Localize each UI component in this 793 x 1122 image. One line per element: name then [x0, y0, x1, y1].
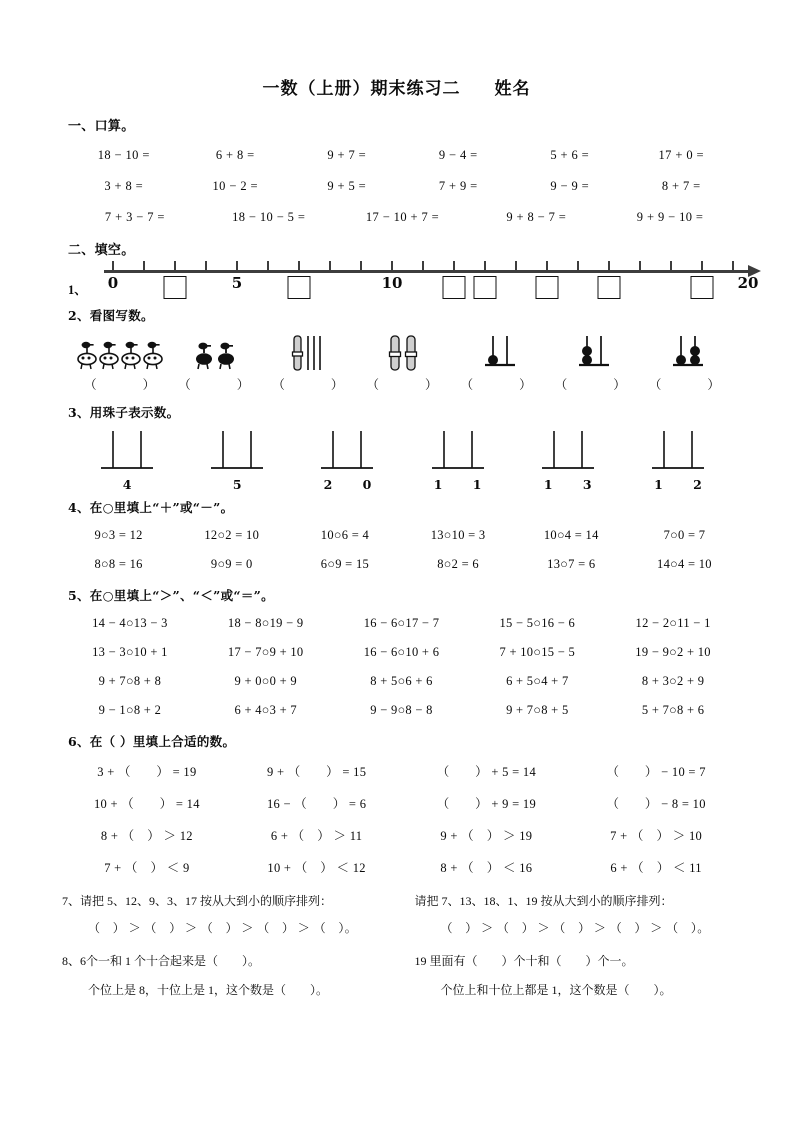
sorting-answer-left[interactable]: （ ） ＞ （ ） ＞ （ ） ＞ （ ） ＞ （ ）。 [88, 921, 358, 935]
blank-fill-row [62, 826, 741, 844]
sorting-answer-left-wrap [62, 919, 401, 936]
blank-fill-item[interactable]: 6 + （ ） ＜ 11 [610, 861, 702, 875]
number-line-tick [205, 261, 207, 270]
section-2-8-heading-right[interactable]: 19 里面有（ ）个十和（ ）个一。 [414, 954, 634, 968]
blank-fill-item[interactable]: 10 + （ ） ＜ 12 [267, 861, 366, 875]
number-line-blank-box[interactable] [536, 276, 559, 299]
compare-item[interactable]: 9 − 9○8 − 8 [370, 703, 433, 717]
abacus-digit: 1 [654, 477, 663, 492]
sign-fill-item[interactable]: 12○2 = 10 [204, 528, 260, 542]
abacus-digit: 2 [693, 477, 702, 492]
empty-abacus-icon [638, 427, 718, 475]
picture-item [358, 328, 452, 393]
number-line-tick [391, 261, 393, 270]
section-2-7 [62, 892, 753, 909]
number-line-tick [701, 261, 703, 270]
empty-abacus-icon [87, 427, 167, 475]
number-line-axis [104, 270, 750, 273]
sign-fill-item[interactable]: 13○7 = 6 [547, 557, 596, 571]
section-1-heading: 一、口算。 [68, 119, 135, 134]
empty-abacus-icon [418, 427, 498, 475]
compare-row [62, 674, 741, 689]
empty-abacus-row [72, 427, 733, 492]
number-line-tick [453, 261, 455, 270]
number-line-tick [143, 261, 145, 270]
picture-item [641, 328, 735, 393]
compare-item[interactable]: 9 − 1○8 + 2 [98, 703, 162, 717]
picture-answer-paren[interactable]: （ ） [554, 378, 633, 392]
sign-fill-item[interactable]: 7○0 = 7 [663, 528, 706, 542]
compare-item[interactable]: 12 − 2○11 − 1 [635, 616, 711, 630]
compare-item[interactable]: 14 − 4○13 − 3 [92, 616, 168, 630]
sorting-right [401, 892, 754, 909]
sign-fill-row [62, 557, 741, 572]
compare-item[interactable]: 9 + 7○8 + 8 [98, 674, 162, 688]
sign-fill-item[interactable]: 13○10 = 3 [430, 528, 486, 542]
blank-fill-item[interactable]: 10 + （ ） = 14 [93, 797, 200, 811]
compare-item[interactable]: 9 + 7○8 + 5 [506, 703, 569, 717]
picture-item [76, 328, 170, 393]
section-2-6-heading: 6、在（ ）里填上合适的数。 [68, 734, 236, 749]
place-value-left [62, 952, 401, 969]
number-line-label-10: 10 [381, 274, 403, 292]
blank-fill-item[interactable]: 8 + （ ） ＜ 16 [440, 861, 533, 875]
number-line-tick [112, 261, 114, 270]
blank-fill-item[interactable]: （ ） − 8 = 10 [606, 797, 706, 811]
number-line-tick [360, 261, 362, 270]
sorting-answer-row [62, 919, 753, 936]
compare-item[interactable]: 16 − 6○17 − 7 [363, 616, 440, 630]
number-line [68, 260, 793, 306]
picture-answer-paren[interactable]: （ ） [84, 378, 163, 392]
abacus-digit: 1 [543, 477, 553, 492]
picture-answer-paren[interactable]: （ ） [460, 378, 539, 392]
compare-row [62, 703, 741, 718]
picture-count-row [76, 328, 735, 393]
sign-fill-item[interactable]: 9○3 = 12 [94, 528, 143, 542]
number-line-label-20: 20 [737, 274, 759, 292]
compare-item[interactable]: 8 + 5○6 + 6 [370, 674, 433, 688]
number-line-blank-box[interactable] [288, 276, 311, 299]
abacus-digit-labels [88, 477, 166, 492]
section-2-8-heading[interactable]: 8、6个一和 1 个十合起来是（ ）。 [62, 954, 261, 968]
abacus-digit-labels [419, 477, 497, 492]
empty-abacus-item[interactable] [403, 427, 513, 492]
blank-fill-item[interactable]: 9 + （ ） ＞ 19 [440, 829, 533, 843]
sign-fill-item[interactable]: 8○2 = 6 [437, 557, 479, 571]
compare-row [62, 645, 741, 660]
section-2-7-heading: 7、请把 5、12、9、3、17 按从大到小的顺序排列： [62, 894, 333, 908]
sign-fill-item[interactable]: 8○8 = 16 [94, 557, 143, 571]
compare-item[interactable]: 19 − 9○2 + 10 [635, 645, 711, 659]
compare-item[interactable]: 15 − 5○16 − 6 [499, 616, 576, 630]
calc-item: 7 + 9 = [438, 179, 478, 193]
blank-fill-row [62, 858, 741, 876]
abacus-digit: 0 [362, 477, 372, 492]
compare-item[interactable]: 6 + 5○4 + 7 [506, 674, 569, 688]
section-2-3-heading: 3、用珠子表示数。 [68, 405, 180, 420]
picture-item [264, 328, 358, 393]
number-line-index: 1、 [68, 283, 87, 297]
picture-answer-paren[interactable]: （ ） [648, 378, 727, 392]
place-value-sub-left[interactable]: 个位上是 8，十位上是 1，这个数是（ ）。 [88, 983, 329, 997]
number-line-blank-box[interactable] [164, 276, 187, 299]
number-line-tick [329, 261, 331, 270]
abacus-digit: 3 [582, 477, 592, 492]
blank-fill-item[interactable]: （ ） + 5 = 14 [436, 765, 536, 779]
compare-item[interactable]: 7 + 10○15 − 5 [499, 645, 576, 659]
birds-group-icon [192, 328, 242, 372]
number-line-label-0: 0 [107, 274, 119, 292]
calc-row-2 [68, 179, 737, 194]
abacus-digit-labels [639, 477, 717, 492]
sign-fill-item[interactable]: 14○4 = 10 [657, 557, 712, 571]
blank-fill-item[interactable]: 6 + （ ） ＞ 11 [270, 829, 363, 843]
compare-item[interactable]: 13 − 3○10 + 1 [92, 645, 168, 659]
sorting-answer-right[interactable]: （ ） ＞ （ ） ＞ （ ） ＞ （ ） ＞ （ ）。 [440, 921, 710, 935]
place-value-right [401, 952, 754, 969]
empty-abacus-item[interactable] [513, 427, 623, 492]
number-line-blank-box[interactable] [474, 276, 497, 299]
calc-item: 9 + 5 = [327, 179, 367, 193]
calc-item: 17 + 0 = [658, 148, 704, 162]
sorting-left [62, 892, 401, 909]
picture-item [170, 328, 264, 393]
number-line-tick [174, 261, 176, 270]
blank-fill-item[interactable]: 7 + （ ） ＜ 9 [104, 861, 190, 875]
abacus-digit-labels [529, 477, 607, 492]
place-value-sub-left-wrap [62, 981, 401, 998]
calc-item: 17 − 10 + 7 = [365, 210, 440, 224]
birds-group-icon [77, 328, 169, 372]
abacus-digit-labels [198, 477, 276, 492]
picture-item [547, 328, 641, 393]
calc-item: 9 − 9 = [550, 179, 590, 193]
section-2-5-heading: 5、在○里填上“＞”、“＜”或“＝”。 [68, 588, 274, 603]
blank-fill-row [62, 794, 741, 812]
number-line-tick [267, 261, 269, 270]
empty-abacus-item[interactable] [292, 427, 402, 492]
abacus-digit: 4 [122, 477, 132, 492]
picture-answer-paren[interactable]: （ ） [178, 378, 257, 392]
calc-item: 9 − 4 = [438, 148, 478, 162]
number-line-tick [639, 261, 641, 270]
compare-row [62, 616, 741, 631]
number-line-tick [422, 261, 424, 270]
blank-fill-item[interactable]: （ ） + 9 = 19 [436, 797, 536, 811]
calc-item: 18 − 10 = [97, 148, 150, 162]
blank-fill-row [62, 762, 741, 780]
empty-abacus-icon [528, 427, 608, 475]
sticks-bundle-icon [388, 328, 422, 372]
number-line-tick [546, 261, 548, 270]
compare-item[interactable]: 17 − 7○9 + 10 [227, 645, 304, 659]
abacus-digit: 1 [472, 477, 482, 492]
calc-item: 5 + 6 = [550, 148, 590, 162]
number-line-tick [298, 261, 300, 270]
compare-item[interactable]: 18 − 8○19 − 9 [227, 616, 304, 630]
number-line-tick [732, 261, 734, 270]
number-line-tick [608, 261, 610, 270]
number-line-blank-box[interactable] [691, 276, 714, 299]
blank-fill-item[interactable]: 7 + （ ） ＞ 10 [610, 829, 703, 843]
section-2-heading: 二、填空。 [68, 243, 135, 258]
sign-fill-item[interactable]: 10○4 = 14 [543, 528, 599, 542]
blank-fill-item[interactable]: 9 + （ ） = 15 [267, 765, 367, 779]
abacus-digit: 1 [433, 477, 443, 492]
number-line-blank-box[interactable] [443, 276, 466, 299]
calc-item: 7 + 3 − 7 = [104, 210, 165, 224]
calc-item: 18 − 10 − 5 = [232, 210, 306, 224]
calc-item: 10 − 2 = [212, 179, 258, 193]
compare-item[interactable]: 9 + 0○0 + 9 [234, 674, 297, 688]
number-line-blank-box[interactable] [598, 276, 621, 299]
empty-abacus-item[interactable] [72, 427, 182, 492]
sign-fill-row [62, 528, 741, 543]
name-field-label: 姓名 [494, 79, 531, 99]
calc-row-1 [68, 148, 737, 163]
section-2-8 [62, 952, 753, 969]
abacus-digit-labels [308, 477, 386, 492]
empty-abacus-icon [197, 427, 277, 475]
compare-item[interactable]: 5 + 7○8 + 6 [641, 703, 705, 717]
sign-fill-item[interactable]: 9○9 = 0 [210, 557, 253, 571]
blank-fill-item[interactable]: 16 − （ ） = 6 [267, 797, 367, 811]
calc-item: 9 + 9 − 10 = [636, 210, 704, 224]
empty-abacus-item[interactable] [182, 427, 292, 492]
calc-item: 6 + 8 = [215, 148, 255, 162]
blank-fill-item[interactable]: （ ） − 10 = 7 [606, 765, 706, 779]
number-line-label-5: 5 [231, 274, 243, 292]
sign-fill-item[interactable]: 6○9 = 15 [320, 557, 370, 571]
number-line-tick [515, 261, 517, 270]
number-line-tick [236, 261, 238, 270]
sign-fill-item[interactable]: 10○6 = 4 [320, 528, 370, 542]
calc-item: 9 + 7 = [327, 148, 367, 162]
calc-item: 3 + 8 = [104, 179, 144, 193]
picture-item [453, 328, 547, 393]
sticks-bundle-icon [291, 328, 331, 372]
abacus-icon [482, 328, 518, 372]
picture-answer-paren[interactable]: （ ） [366, 378, 445, 392]
abacus-icon [576, 328, 612, 372]
page-title [0, 0, 793, 99]
blank-fill-item[interactable]: 8 + （ ） ＞ 12 [100, 829, 193, 843]
compare-item[interactable]: 8 + 3○2 + 9 [641, 674, 705, 688]
number-line-tick [670, 261, 672, 270]
number-line-tick [484, 261, 486, 270]
blank-fill-item[interactable]: 3 + （ ） = 19 [97, 765, 197, 779]
place-value-sub-right[interactable]: 个位上和十位上都是 1，这个数是（ ）。 [440, 983, 672, 997]
section-2-2-heading: 2、看图写数。 [68, 308, 154, 323]
empty-abacus-item[interactable] [623, 427, 733, 492]
empty-abacus-icon [307, 427, 387, 475]
section-2-4-heading: 4、在○里填上“＋”或“－”。 [68, 500, 234, 515]
number-line-tick [577, 261, 579, 270]
place-value-sub-row [62, 981, 753, 998]
place-value-sub-right-wrap [401, 981, 754, 998]
abacus-digit: 2 [323, 477, 333, 492]
picture-answer-paren[interactable]: （ ） [272, 378, 351, 392]
compare-item[interactable]: 16 − 6○10 + 6 [363, 645, 440, 659]
calc-item: 8 + 7 = [661, 179, 701, 193]
abacus-icon [670, 328, 706, 372]
sorting-answer-right-wrap [401, 919, 754, 936]
calc-item: 9 + 8 − 7 = [506, 210, 567, 224]
calc-row-3 [68, 210, 737, 225]
section-2-7-heading-right: 请把 7、13、18、1、19 按从大到小的顺序排列： [414, 894, 673, 908]
abacus-digit: 5 [232, 477, 242, 492]
page-title-text: 一数（上册）期末练习二 [262, 79, 461, 99]
compare-item[interactable]: 6 + 4○3 + 7 [234, 703, 297, 717]
